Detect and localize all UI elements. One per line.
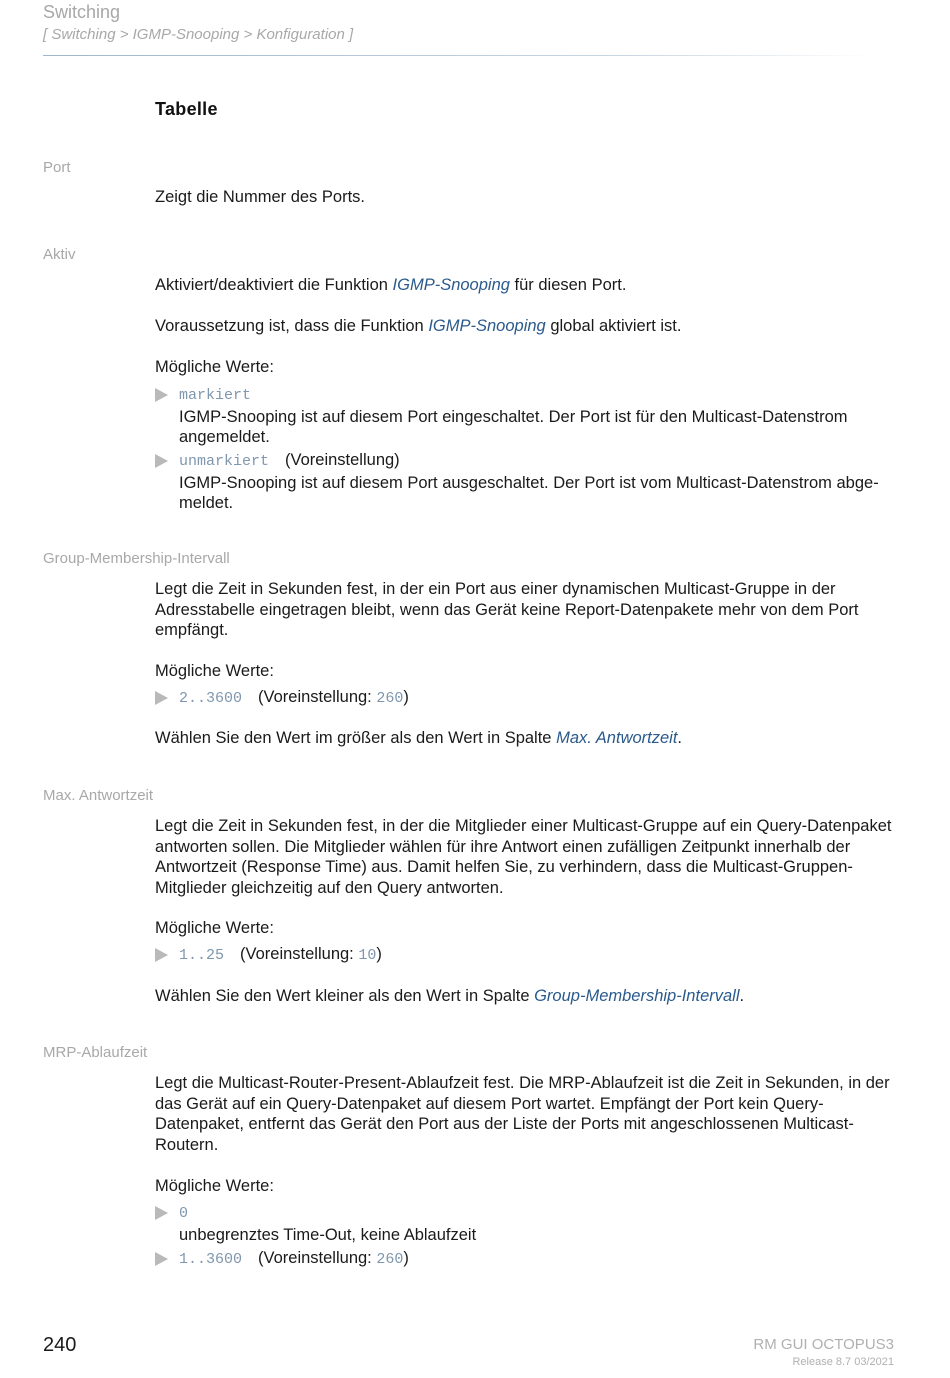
- port-label: Port: [43, 159, 71, 176]
- option-code: 0: [179, 1205, 189, 1222]
- value-option-range: [155, 944, 900, 967]
- mrp-description: Legt die Multicast-Router-Present-Ablaufzeit fest. Die MRP-Ablaufzeit ist die Zeit in Sekunden, in der das Gerät auf ein Query-Datenpaket auf diesem Port wartet. Empfängt der Port kein Query-Datenpaket, entfernt das Gerät den Port aus der Liste der Ports mit angeschlossenen Multicast-Routern.: [155, 1074, 890, 1154]
- max-antwortzeit-reference: Max. Antwortzeit: [556, 729, 678, 747]
- default-code: 260: [376, 1251, 404, 1268]
- default-code: 10: [358, 947, 377, 964]
- document-title: RM GUI OCTOPUS3: [753, 1336, 894, 1353]
- igmp-snooping-reference: IGMP-Snooping: [392, 276, 510, 294]
- port-description: Zeigt die Nummer des Ports.: [155, 188, 365, 206]
- note-text: .: [677, 729, 683, 747]
- aktiv-text: global aktiviert ist.: [545, 317, 682, 335]
- value-option-range: [155, 687, 900, 710]
- default-prefix: (Voreinstellung:: [258, 1249, 377, 1267]
- gmi-note: [155, 728, 900, 749]
- release-info: Release 8.7 03/2021: [792, 1356, 894, 1368]
- gmi-reference: Group-Membership-Intervall: [534, 987, 740, 1005]
- aktiv-description: [155, 275, 900, 296]
- breadcrumb: [ Switching > IGMP-Snooping > Konfiguration ]: [43, 26, 354, 43]
- mrp-values-label: Mögliche Werte:: [155, 1177, 274, 1195]
- bullet-triangle-icon: [155, 691, 168, 705]
- bullet-triangle-icon: [155, 1252, 168, 1266]
- aktiv-text: Voraussetzung ist, dass die Funktion: [155, 317, 429, 335]
- aktiv-text: für diesen Port.: [509, 276, 627, 294]
- mrt-description: Legt die Zeit in Sekunden fest, in der die Mitglieder einer Multicast-Gruppe auf ein Query-Datenpaket antworten sollen. Die Mitglieder wählen für ihre Antwort einen zufälligen Zeitpunkt innerhalb der Antwortzeit (Response Time) aus. Damit helfen Sie, zu verhindern, dass die Multicast-Gruppen-Mitglieder gleichzeitig auf den Query antworten.: [155, 817, 892, 897]
- note-text: Wählen Sie den Wert kleiner als den Wert in Spalte: [155, 987, 535, 1005]
- bullet-triangle-icon: [155, 388, 168, 402]
- default-prefix: (Voreinstellung:: [258, 688, 377, 706]
- option-description: unbegrenztes Time-Out, keine Ablaufzeit: [179, 1225, 477, 1244]
- bullet-triangle-icon: [155, 454, 168, 468]
- igmp-snooping-reference: IGMP-Snooping: [428, 317, 546, 335]
- option-description: IGMP-Snooping ist auf diesem Port eingeschaltet. Der Port ist für den Multicast-Datenstrom angemeldet.: [179, 407, 848, 446]
- mrt-values-label: Mögliche Werte:: [155, 919, 274, 937]
- aktiv-text: Aktiviert/deaktiviert die Funktion: [155, 276, 393, 294]
- aktiv-prerequisite: [155, 316, 900, 337]
- option-code: markiert: [179, 387, 252, 404]
- mrp-label: MRP-Ablaufzeit: [43, 1044, 148, 1061]
- default-suffix: ): [403, 688, 409, 706]
- range-code: 1..3600: [179, 1251, 243, 1268]
- aktiv-values-label: Mögliche Werte:: [155, 358, 274, 376]
- default-marker: (Voreinstellung): [285, 451, 400, 469]
- gmi-description: Legt die Zeit in Sekunden fest, in der ein Port aus einer dynamischen Multicast-Gruppe in der Adresstabelle eingetragen bleibt, wenn das Gerät keine Report-Datenpakete mehr von dem Port empfängt.: [155, 580, 859, 639]
- default-code: 260: [376, 690, 404, 707]
- default-suffix: ): [376, 945, 382, 963]
- aktiv-label: Aktiv: [43, 246, 76, 263]
- bullet-triangle-icon: [155, 1206, 168, 1220]
- note-text: .: [739, 987, 745, 1005]
- value-option-unmarkiert: [155, 450, 900, 514]
- mrt-label: Max. Antwortzeit: [43, 787, 154, 804]
- range-code: 2..3600: [179, 690, 243, 707]
- bullet-triangle-icon: [155, 948, 168, 962]
- chapter-title: Switching: [43, 2, 121, 22]
- option-description: IGMP-Snooping ist auf diesem Port ausgeschaltet. Der Port ist vom Multicast-Datenstrom abgemeldet.: [179, 473, 879, 512]
- option-code: unmarkiert: [179, 453, 270, 470]
- default-suffix: ): [403, 1249, 409, 1267]
- mrt-note: [155, 986, 900, 1007]
- section-title: Tabelle: [155, 99, 218, 119]
- range-code: 1..25: [179, 947, 225, 964]
- note-text: Wählen Sie den Wert im größer als den Wert in Spalte: [155, 729, 557, 747]
- gmi-label: Group-Membership-Intervall: [43, 550, 230, 567]
- default-prefix: (Voreinstellung:: [240, 945, 359, 963]
- value-option-range: [155, 1248, 900, 1271]
- value-option-markiert: [155, 384, 900, 448]
- header-divider: [43, 55, 873, 56]
- gmi-values-label: Mögliche Werte:: [155, 662, 274, 680]
- value-option-zero: [155, 1202, 900, 1245]
- page-number: 240: [43, 1334, 77, 1356]
